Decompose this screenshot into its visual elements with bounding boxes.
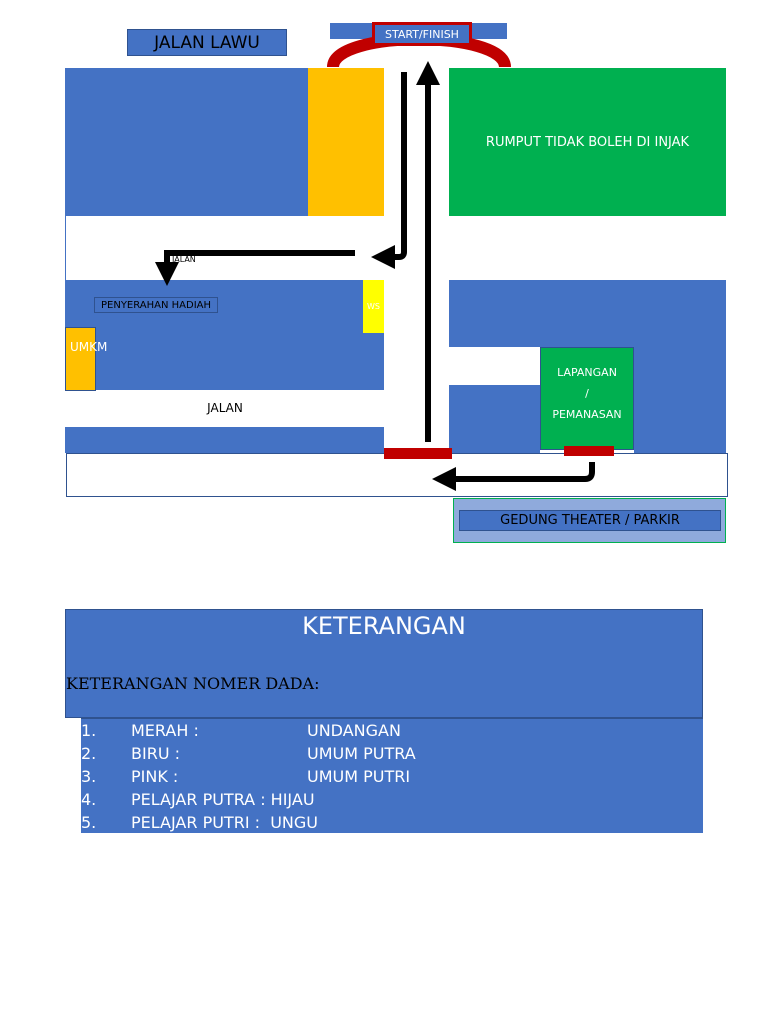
legend-item-category: UMUM PUTRA [307,744,416,763]
legend-item [81,811,703,834]
legend-item-number: 3. [81,767,97,786]
legend-item-number: 5. [81,813,97,832]
arrow-start-down [383,72,404,257]
legend-item-color: PINK : [131,767,179,786]
road-label-jalan-lawu: JALAN LAWU [127,29,287,56]
legend-item [81,788,703,811]
warmup-label-line3: PEMANASAN [552,408,622,421]
legend-item-number: 4. [81,790,97,809]
legend-item-color: MERAH : [131,721,199,740]
legend-item-color: PELAJAR PUTRA : HIJAU [131,790,315,809]
legend-item-category: UNDANGAN [307,721,401,740]
arrow-bottom-road [444,462,592,479]
legend-list-panel [81,718,703,833]
legend-item [81,742,703,765]
grass-area: RUMPUT TIDAK BOLEH DI INJAK [449,68,726,216]
legend-item-color: PELAJAR PUTRI : UNGU [131,813,318,832]
umkm-label: UMKM [70,340,108,354]
legend-panel [65,609,703,718]
legend-item [81,765,703,788]
water-station: WS [363,280,384,333]
start-finish-label: START/FINISH [372,22,472,46]
road-label-jalan: JALAN [207,401,243,415]
legend-item [81,719,703,742]
small-road-label: JALAN [172,255,196,264]
arrow-left-down [167,253,355,274]
legend-list [81,719,703,834]
theater-label: GEDUNG THEATER / PARKIR [459,510,721,531]
legend-item-number: 2. [81,744,97,763]
warmup-label-line1: LAPANGAN [557,366,617,379]
legend-item-number: 1. [81,721,97,740]
legend-item-color: BIRU : [131,744,180,763]
award-area-label: PENYERAHAN HADIAH [94,297,218,313]
legend-title: KETERANGAN [302,612,466,640]
warmup-label-line2: / [585,387,589,400]
legend-item-category: UMUM PUTRI [307,767,411,786]
legend-subtitle: KETERANGAN NOMER DADA: [66,674,320,693]
